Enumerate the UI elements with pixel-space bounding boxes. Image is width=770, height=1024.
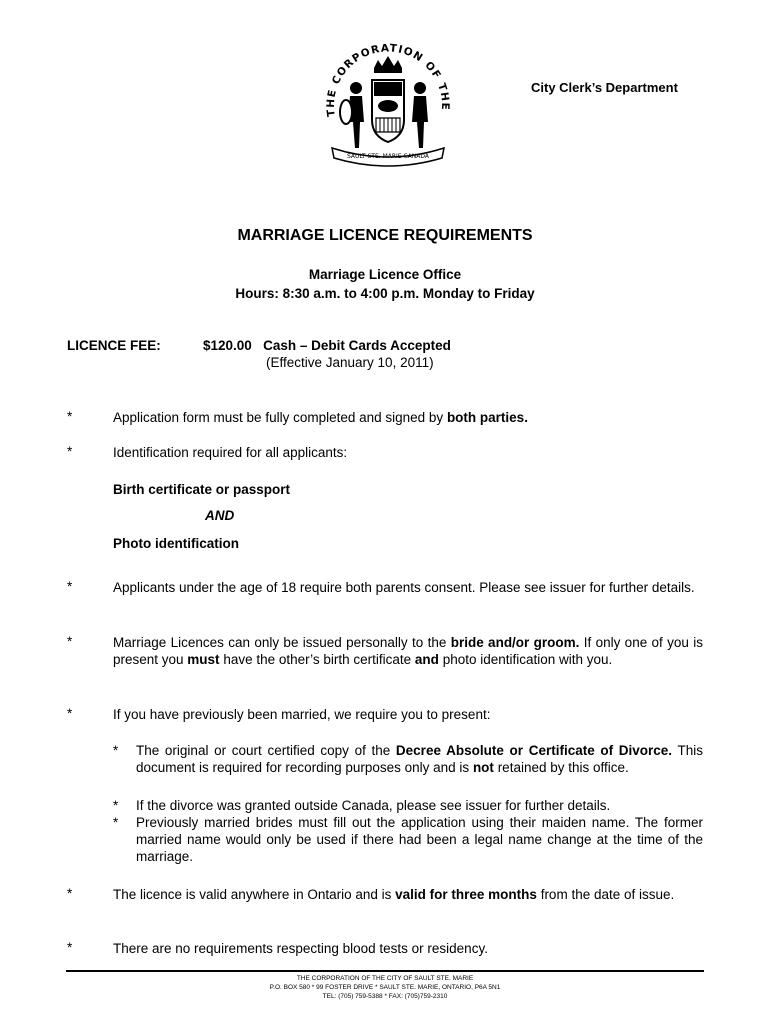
seal-text: THE CORPORATION OF THE	[324, 42, 452, 118]
department-name: City Clerk’s Department	[531, 80, 678, 95]
bullet-asterisk: *	[67, 940, 73, 955]
item-age-requirement: Applicants under the age of 18 require both parents consent. Please see issuer for further details.	[113, 580, 695, 595]
footer-line-2: P.O. BOX 580 * 99 FOSTER DRIVE * SAULT STE. MARIE, ONTARIO, P6A 5N1	[269, 984, 501, 991]
footer	[0, 974, 770, 1001]
bullet-asterisk: *	[67, 706, 73, 721]
item-blood-tests: There are no requirements respecting blood tests or residency.	[113, 941, 488, 956]
item-application: Application form must be fully completed and signed by both parties.	[113, 410, 528, 425]
fee-value	[203, 338, 451, 353]
fee-amount: $120.00	[203, 338, 252, 353]
office-info	[0, 265, 770, 303]
document-title: MARRIAGE LICENCE REQUIREMENTS	[237, 227, 533, 244]
bullet-asterisk: *	[67, 409, 73, 424]
sub-item-outside-canada: * If the divorce was granted outside Canada, please see issuer for further details.	[113, 798, 611, 813]
footer-line-3: TEL: (705) 759-5388 * FAX: (705)759-2310	[322, 993, 448, 1000]
bullet-asterisk: *	[67, 444, 73, 459]
fee-effective-date: (Effective January 10, 2011)	[266, 355, 434, 370]
office-name: Marriage Licence Office	[308, 267, 462, 282]
id-option-photo: Photo identification	[113, 536, 239, 551]
item-validity: The licence is valid anywhere in Ontario and is valid for three months from the date of issue.	[113, 887, 675, 902]
city-seal-logo	[322, 40, 454, 168]
sub-item-decree: * The original or court certified copy of the Decree Absolute or Certificate of Divorce. This document is required for recording purposes only and is not retained by this office.	[113, 743, 703, 775]
id-option-birth: Birth certificate or passport	[113, 482, 291, 497]
footer-line-1: THE CORPORATION OF THE CITY OF SAULT STE. MARIE	[296, 975, 474, 982]
id-option-and: AND	[205, 508, 235, 523]
bullet-asterisk: *	[67, 579, 73, 594]
office-hours: Hours: 8:30 a.m. to 4:00 p.m. Monday to Friday	[235, 286, 535, 301]
sub-item-maiden-name: * Previously married brides must fill out the application using their maiden name. The former married name would only be used if there had been a legal name change at the time of the marriage.	[113, 815, 703, 864]
item-identification: Identification required for all applicants:	[113, 445, 348, 460]
seal-ribbon-text: SAULT STE. MARIE CANADA	[346, 153, 430, 160]
bullet-asterisk: *	[67, 634, 73, 649]
fee-label: LICENCE FEE:	[67, 338, 161, 353]
footer-divider	[66, 970, 704, 972]
fee-payment: Cash – Debit Cards Accepted	[263, 338, 451, 353]
item-personal-issue: Marriage Licences can only be issued personally to the bride and/or groom. If only one of you is present you must have the other’s birth certificate and photo identification with you.	[113, 635, 703, 667]
item-previous-marriage: If you have previously been married, we require you to present:	[113, 707, 491, 722]
bullet-asterisk: *	[67, 886, 73, 901]
